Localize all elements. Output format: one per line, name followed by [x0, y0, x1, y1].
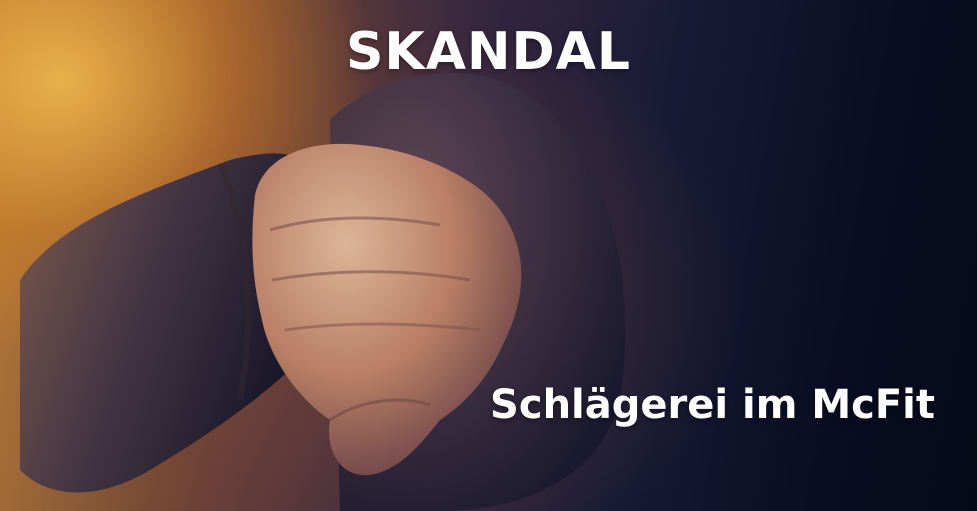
- headline: SKANDAL: [345, 22, 632, 82]
- subheadline: Schlägerei im McFit: [490, 382, 935, 428]
